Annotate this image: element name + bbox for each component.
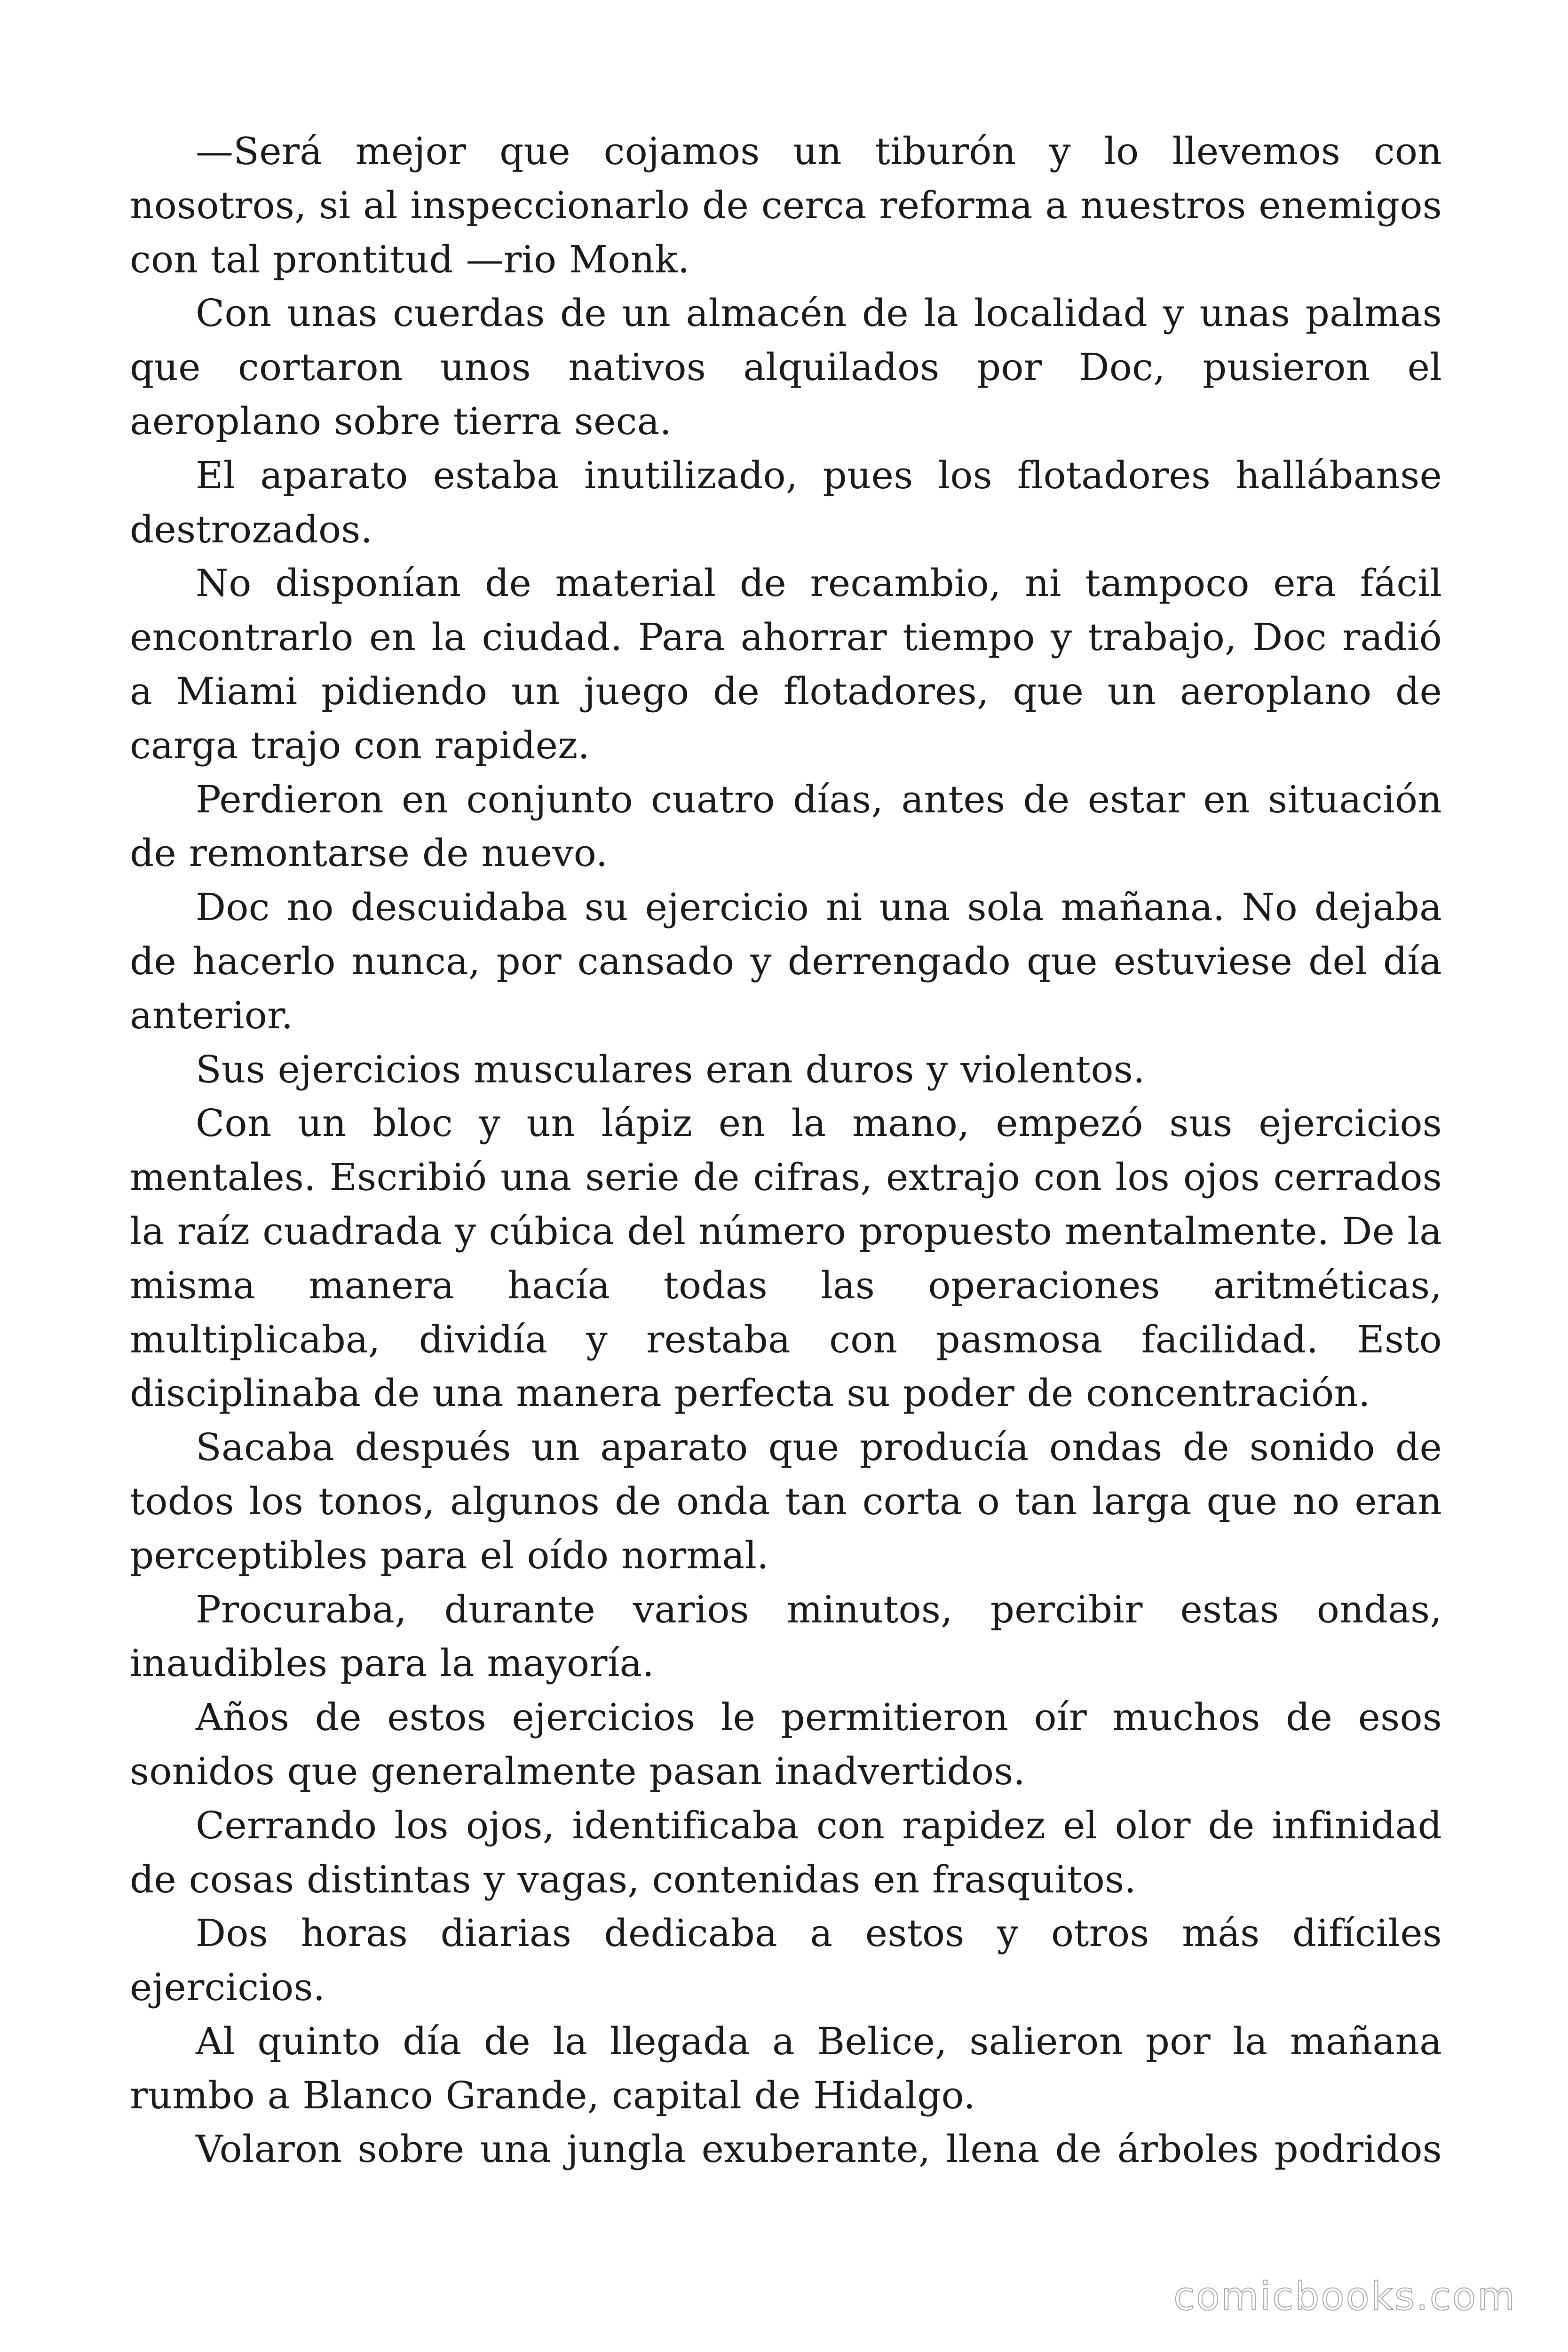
- paragraph: Procuraba, durante varios minutos, percibir estas ondas, inaudibles para la mayoría.: [130, 1587, 1442, 1685]
- paragraph: El aparato estaba inutilizado, pues los flotadores hallábanse destrozados.: [130, 453, 1442, 551]
- paragraph: Sacaba después un aparato que producía ondas de sonido de todos los tonos, algunos de onda tan corta o tan larga que no eran perceptibles para el oído normal.: [130, 1425, 1442, 1577]
- paragraph: Cerrando los ojos, identificaba con rapidez el olor de infinidad de cosas distintas y vagas, contenidas en frasquitos.: [130, 1803, 1442, 1901]
- paragraph-last: Volaron sobre una jungla exuberante, llena de árboles podridos: [196, 2127, 1442, 2171]
- book-page-text: [130, 125, 1442, 2270]
- paragraph: Años de estos ejercicios le permitieron oír muchos de esos sonidos que generalmente pasan inadvertidos.: [130, 1695, 1442, 1793]
- paragraph: Con un bloc y un lápiz en la mano, empezó sus ejercicios mentales. Escribió una serie de cifras, extrajo con los ojos cerrados la raíz cuadrada y cúbica del número propuesto mentalmente. De la misma manera hacía todas las operaciones aritméticas, multiplicaba, dividía y restaba con pasmosa facilidad. Esto disciplinaba de una manera perfecta su poder de concentración.: [130, 1101, 1442, 1415]
- paragraph: Sus ejercicios musculares eran duros y violentos.: [196, 1047, 1145, 1091]
- paragraph: No disponían de material de recambio, ni tampoco era fácil encontrarlo en la ciudad. Para ahorrar tiempo y trabajo, Doc radió a Miami pidiendo un juego de flotadores, que un aeroplano de carga trajo con rapidez.: [130, 561, 1442, 767]
- paragraph: Con unas cuerdas de un almacén de la localidad y unas palmas que cortaron unos nativos alquilados por Doc, pusieron el aeroplano sobre tierra seca.: [130, 291, 1442, 443]
- paragraph: Doc no descuidaba su ejercicio ni una sola mañana. No dejaba de hacerlo nunca, por cansado y derrengado que estuviese del día anterior.: [130, 885, 1442, 1037]
- paragraph: Al quinto día de la llegada a Belice, salieron por la mañana rumbo a Blanco Grande, capital de Hidalgo.: [130, 2019, 1442, 2117]
- paragraph: —Será mejor que cojamos un tiburón y lo llevemos con nosotros, si al inspeccionarlo de cerca reforma a nuestros enemigos con tal prontitud —rio Monk.: [130, 129, 1442, 281]
- paragraph: Perdieron en conjunto cuatro días, antes de estar en situación de remontarse de nuevo.: [130, 777, 1442, 875]
- paragraph: Dos horas diarias dedicaba a estos y otros más difíciles ejercicios.: [130, 1911, 1442, 2010]
- watermark-logo: comicbooks.com: [1173, 2274, 1516, 2319]
